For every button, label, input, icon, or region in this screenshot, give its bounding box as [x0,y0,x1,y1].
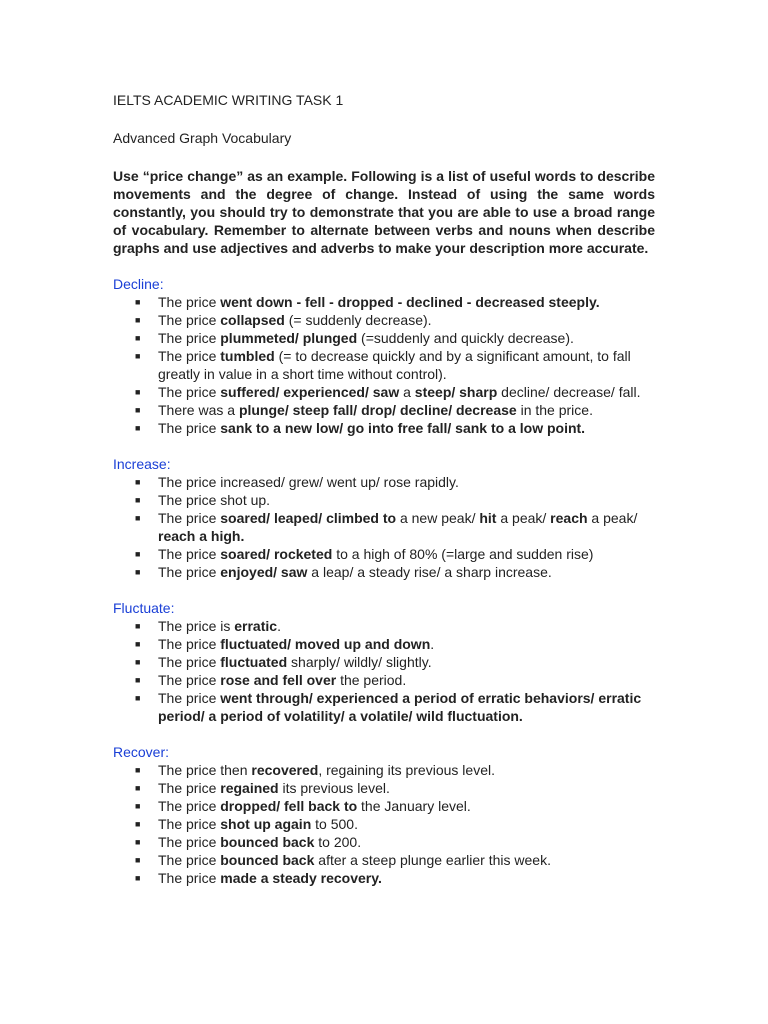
text-run: The price [158,672,221,688]
bullet-list [113,761,655,887]
text-run: There was a [158,402,239,418]
text-run: (= to decrease quickly and by a significant amount, to fall greatly in value in a short time without control). [158,348,631,382]
text-run: The price [158,420,221,436]
text-run: to a high of 80% (=large and sudden rise) [332,546,594,562]
section-increase [113,455,655,581]
document-subtitle: Advanced Graph Vocabulary [113,130,292,146]
text-run: The price [158,654,221,670]
text-run: in the price. [516,402,593,418]
bold-phrase: sank to a new low/ go into free fall/ sank to a low point. [220,420,586,436]
section-fluctuate [113,599,655,725]
text-run: The price shot up. [158,492,271,508]
text-run: The price [158,816,221,832]
square-bullet-icon: ■ [135,873,141,883]
square-bullet-icon: ■ [135,297,141,307]
bold-phrase: bounced back [220,834,315,850]
list-item [113,509,655,545]
list-item [113,653,655,671]
text-run: . [277,618,281,634]
text-run: The price [158,636,221,652]
text-run: a leap/ a steady rise/ a sharp increase. [307,564,552,580]
list-item [113,851,655,869]
list-item [113,563,655,581]
text-run: The price [158,798,221,814]
text-run: The price [158,546,221,562]
text-run: (= suddenly decrease). [284,312,432,328]
square-bullet-icon: ■ [135,837,141,847]
square-bullet-icon: ■ [135,423,141,433]
bold-phrase: soared/ rocketed [220,546,333,562]
text-run: The price [158,510,221,526]
square-bullet-icon: ■ [135,315,141,325]
text-run: , regaining its previous level. [318,762,495,778]
text-run: The price [158,294,221,310]
text-run: The price [158,564,221,580]
text-run: to 500. [311,816,358,832]
square-bullet-icon: ■ [135,765,141,775]
bold-phrase: suffered/ experienced/ saw [220,384,400,400]
text-run: after a steep plunge earlier this week. [314,852,551,868]
bold-phrase: erratic [234,618,278,634]
text-run: The price [158,780,221,796]
bold-phrase: bounced back [220,852,315,868]
bold-phrase: plummeted/ plunged [220,330,358,346]
square-bullet-icon: ■ [135,405,141,415]
square-bullet-icon: ■ [135,387,141,397]
bullet-list [113,473,655,581]
text-run: The price [158,870,221,886]
bullet-list [113,293,655,437]
text-run: decline/ decrease/ fall. [497,384,641,400]
bold-phrase: made a steady recovery. [220,870,382,886]
bullet-list [113,617,655,725]
section-heading: Recover: [113,744,170,760]
section-recover [113,743,655,887]
text-run: sharply/ wildly/ slightly. [287,654,432,670]
section-heading: Decline: [113,276,164,292]
vocabulary-sections [113,275,655,887]
list-item [113,383,655,401]
text-run: (=suddenly and quickly decrease). [357,330,574,346]
square-bullet-icon: ■ [135,783,141,793]
list-item [113,347,655,383]
list-item [113,815,655,833]
text-run: The price then [158,762,252,778]
bold-phrase: fluctuated/ moved up and down [220,636,431,652]
text-run: its previous level. [278,780,390,796]
bold-phrase: enjoyed/ saw [220,564,308,580]
bold-phrase: soared/ leaped/ climbed to [220,510,397,526]
list-item [113,311,655,329]
square-bullet-icon: ■ [135,477,141,487]
text-run: The price [158,312,221,328]
square-bullet-icon: ■ [135,333,141,343]
square-bullet-icon: ■ [135,351,141,361]
bold-phrase: fluctuated [220,654,288,670]
list-item [113,689,655,725]
list-item [113,869,655,887]
list-item [113,635,655,653]
document-title: IELTS ACADEMIC WRITING TASK 1 [113,92,344,108]
list-item [113,545,655,563]
text-run: a peak/ [496,510,551,526]
square-bullet-icon: ■ [135,693,141,703]
document-page [113,91,655,887]
text-run: a new peak/ [396,510,480,526]
list-item [113,671,655,689]
list-item [113,779,655,797]
text-run: The price [158,330,221,346]
bold-phrase: steep/ sharp [414,384,498,400]
bold-phrase: rose and fell over [220,672,337,688]
text-run: The price [158,852,221,868]
list-item [113,617,655,635]
section-heading: Fluctuate: [113,600,175,616]
bold-phrase: reach [550,510,588,526]
list-item [113,401,655,419]
text-run: The price increased/ grew/ went up/ rose rapidly. [158,474,459,490]
bold-phrase: collapsed [220,312,285,328]
section-heading: Increase: [113,456,171,472]
square-bullet-icon: ■ [135,855,141,865]
square-bullet-icon: ■ [135,513,141,523]
square-bullet-icon: ■ [135,675,141,685]
square-bullet-icon: ■ [135,621,141,631]
bold-phrase: regained [220,780,279,796]
list-item [113,797,655,815]
bold-phrase: dropped/ fell back to [220,798,358,814]
square-bullet-icon: ■ [135,819,141,829]
square-bullet-icon: ■ [135,657,141,667]
list-item [113,833,655,851]
square-bullet-icon: ■ [135,567,141,577]
bold-phrase: reach a high. [158,528,245,544]
text-run: The price [158,834,221,850]
text-run: The price [158,690,221,706]
section-decline [113,275,655,437]
square-bullet-icon: ■ [135,549,141,559]
square-bullet-icon: ■ [135,801,141,811]
bold-phrase: recovered [251,762,319,778]
text-run: The price [158,384,221,400]
bold-phrase: shot up again [220,816,312,832]
intro-paragraph: Use “price change” as an example. Following is a list of useful words to describe movements and the degree of change. Instead of using the same words constantly, you should try to demonstrate that you are able to use a broad range of vocabulary. Remember to alternate between verbs and nouns when describe graphs and use adjectives and adverbs to make your description more accurate. [113,168,655,256]
bold-phrase: plunge/ steep fall/ drop/ decline/ decrease [238,402,517,418]
bold-phrase: tumbled [220,348,275,364]
text-run: the period. [336,672,407,688]
square-bullet-icon: ■ [135,639,141,649]
square-bullet-icon: ■ [135,495,141,505]
bold-phrase: went through/ experienced a period of erratic behaviors/ erratic period/ a period of volatility/ a volatile/ wild fluctuation. [158,690,642,724]
text-run: to 200. [314,834,362,850]
bold-phrase: hit [479,510,497,526]
bold-phrase: went down - fell - dropped - declined - decreased steeply. [220,294,600,310]
list-item [113,491,655,509]
text-run: . [430,636,435,652]
list-item [113,293,655,311]
text-run: a [399,384,415,400]
text-run: the January level. [357,798,471,814]
text-run: The price is [158,618,235,634]
list-item [113,473,655,491]
list-item [113,761,655,779]
text-run: a peak/ [587,510,638,526]
list-item [113,329,655,347]
text-run: The price [158,348,221,364]
list-item [113,419,655,437]
